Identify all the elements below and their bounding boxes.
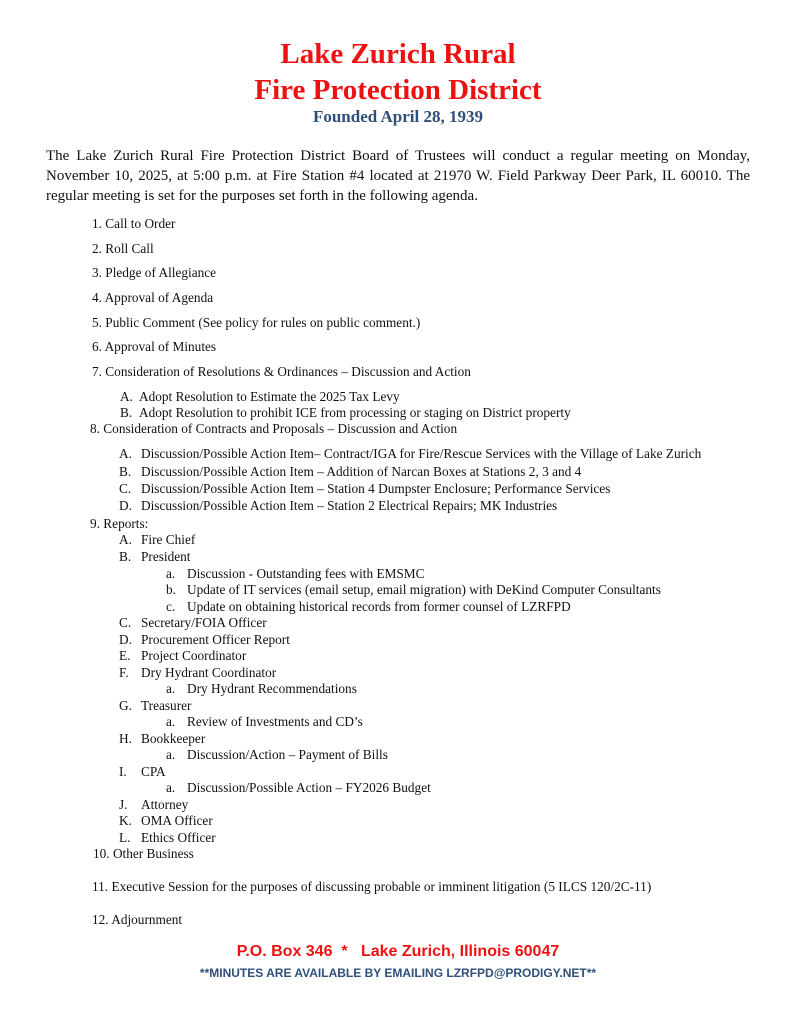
report-sublabel: a.: [166, 681, 176, 696]
district-title-line1: Lake Zurich Rural: [280, 38, 516, 70]
report-label: B.: [119, 549, 132, 564]
report-text: Fire Chief: [141, 532, 196, 547]
report-item: [119, 764, 166, 780]
agenda-subitem: [119, 464, 581, 480]
report-subtext: Discussion/Possible Action – FY2026 Budget: [187, 780, 431, 795]
subitem-text: Adopt Resolution to prohibit ICE from processing or staging on District property: [139, 405, 571, 420]
report-sublabel: a.: [166, 780, 176, 795]
agenda-subitem: [119, 446, 701, 462]
subitem-text: Adopt Resolution to Estimate the 2025 Tax Levy: [139, 389, 400, 404]
report-sublabel: b.: [166, 582, 176, 597]
agenda-item: 12. Adjournment: [92, 912, 183, 927]
subitem-label: B.: [119, 464, 132, 479]
agenda-item: 4. Approval of Agenda: [92, 290, 214, 305]
report-label: K.: [119, 813, 132, 828]
subitem-text: Discussion/Possible Action Item – Station 4 Dumpster Enclosure; Performance Services: [141, 481, 611, 496]
report-sublabel: a.: [166, 566, 176, 581]
report-item: [119, 813, 213, 829]
agenda-item: 8. Consideration of Contracts and Proposals – Discussion and Action: [90, 421, 458, 436]
agenda-item: 2. Roll Call: [92, 241, 154, 256]
footer-minutes-notice: **MINUTES ARE AVAILABLE BY EMAILING LZRFPD@PRODIGY.NET**: [199, 966, 597, 980]
report-item: [119, 830, 216, 846]
report-text: Procurement Officer Report: [141, 632, 290, 647]
report-subtext: Discussion - Outstanding fees with EMSMC: [187, 566, 425, 581]
report-label: D.: [119, 632, 132, 647]
report-text: Dry Hydrant Coordinator: [141, 665, 277, 680]
report-label: F.: [119, 665, 129, 680]
report-subtext: Review of Investments and CD’s: [187, 714, 363, 729]
agenda-subitem: [119, 498, 557, 514]
report-text: CPA: [141, 764, 166, 779]
agenda-item: 10. Other Business: [93, 846, 194, 861]
report-item: [119, 632, 290, 648]
report-label: I.: [119, 764, 127, 779]
report-item: [119, 731, 205, 747]
subitem-label: C.: [119, 481, 132, 496]
report-subitem: [166, 780, 431, 796]
subitem-text: Discussion/Possible Action Item– Contract/IGA for Fire/Rescue Services with the Village of Lake Zurich: [141, 446, 702, 461]
report-sublabel: a.: [166, 714, 176, 729]
report-text: President: [141, 549, 191, 564]
agenda-subitem: [120, 389, 400, 405]
subitem-label: D.: [119, 498, 132, 513]
report-text: Secretary/FOIA Officer: [141, 615, 267, 630]
subitem-text: Discussion/Possible Action Item – Addition of Narcan Boxes at Stations 2, 3 and 4: [141, 464, 582, 479]
report-subitem: [166, 582, 661, 598]
subitem-text: Discussion/Possible Action Item – Station 2 Electrical Repairs; MK Industries: [141, 498, 558, 513]
report-label: E.: [119, 648, 131, 663]
report-text: Project Coordinator: [141, 648, 247, 663]
agenda-item: 7. Consideration of Resolutions & Ordinances – Discussion and Action: [92, 364, 471, 379]
meeting-notice: The Lake Zurich Rural Fire Protection District Board of Trustees will conduct a regular meeting on Monday, November 10, 2025, at 5:00 p.m. at Fire Station #4 located at 21970 W. Field Parkway Deer Park, IL 60010. The regular meeting is set for the purposes set forth in the following agenda.: [46, 148, 750, 204]
founded-date: Founded April 28, 1939: [312, 107, 484, 126]
report-subitem: [166, 599, 571, 615]
report-sublabel: a.: [166, 747, 176, 762]
report-subitem: [166, 681, 357, 697]
report-label: L.: [119, 830, 131, 845]
report-label: J.: [119, 797, 128, 812]
subitem-label: B.: [120, 405, 133, 420]
report-item: [119, 549, 191, 565]
report-subtext: Update of IT services (email setup, email migration) with DeKind Computer Consultants: [187, 582, 661, 597]
report-subitem: [166, 714, 363, 730]
agenda-subitem: [120, 405, 571, 421]
report-item: [119, 648, 246, 664]
report-sublabel: c.: [166, 599, 176, 614]
report-text: Ethics Officer: [141, 830, 216, 845]
report-label: C.: [119, 615, 132, 630]
report-text: Treasurer: [141, 698, 192, 713]
report-text: OMA Officer: [141, 813, 213, 828]
report-subtext: Update on obtaining historical records from former counsel of LZRFPD: [187, 599, 571, 614]
report-label: A.: [119, 532, 132, 547]
agenda-subitem: [119, 481, 610, 497]
agenda-item: 6. Approval of Minutes: [92, 339, 217, 354]
agenda-item: 1. Call to Order: [92, 216, 176, 231]
subitem-label: A.: [119, 446, 132, 461]
footer-address: P.O. Box 346 * Lake Zurich, Illinois 60047: [236, 943, 560, 960]
subitem-label: A.: [120, 389, 133, 404]
report-subitem: [166, 747, 388, 763]
report-subitem: [166, 566, 425, 582]
district-title-line2: Fire Protection District: [254, 74, 542, 106]
report-item: [119, 797, 188, 813]
report-label: G.: [119, 698, 132, 713]
report-item: [119, 698, 191, 714]
report-label: H.: [119, 731, 132, 746]
report-text: Attorney: [141, 797, 189, 812]
agenda-item: 9. Reports:: [90, 516, 149, 531]
report-subtext: Discussion/Action – Payment of Bills: [187, 747, 388, 762]
agenda-item: 5. Public Comment (See policy for rules on public comment.): [92, 315, 421, 330]
report-item: [119, 665, 276, 681]
report-text: Bookkeeper: [141, 731, 206, 746]
report-item: [119, 615, 267, 631]
report-item: [119, 532, 195, 548]
report-subtext: Dry Hydrant Recommendations: [187, 681, 357, 696]
agenda-item: 3. Pledge of Allegiance: [92, 265, 217, 280]
agenda-item: 11. Executive Session for the purposes of discussing probable or imminent litigation (5 ILCS 120/2C-11): [92, 879, 652, 894]
